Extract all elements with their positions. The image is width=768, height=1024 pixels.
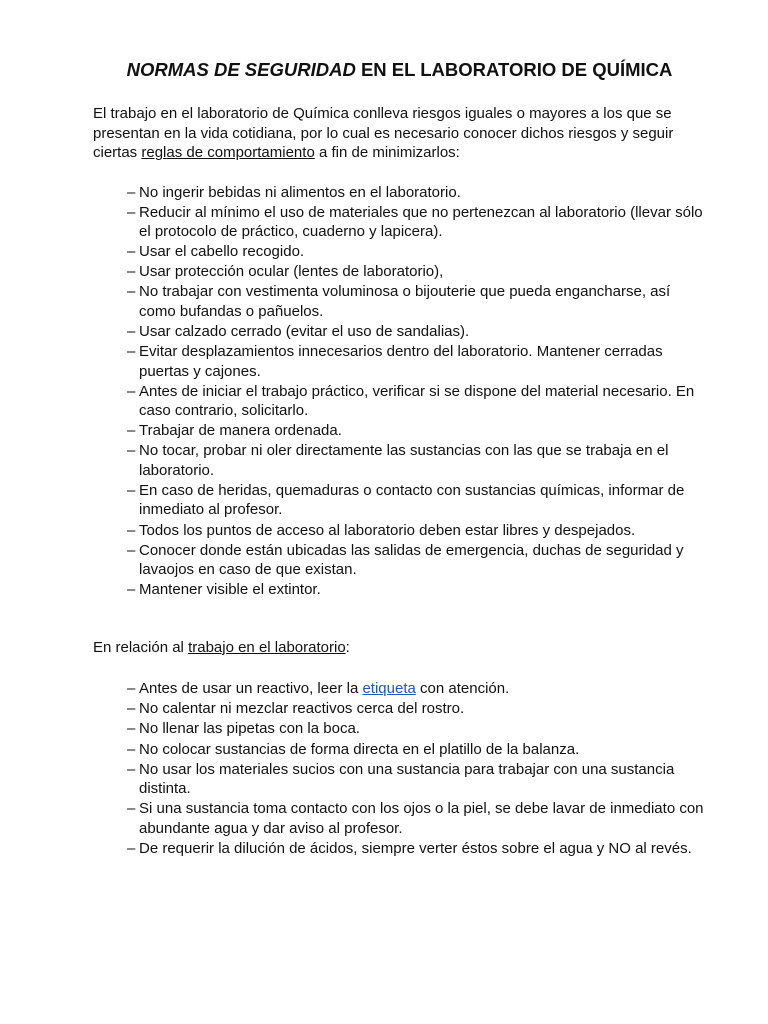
rule-text: Todos los puntos de acceso al laboratorio deben estar libres y despejados. [139,521,636,539]
rule-text: No llenar las pipetas con la boca. [139,720,360,738]
list-item [127,242,707,262]
dash-bullet: – [127,283,136,301]
list-item [127,521,707,541]
title-rest: EN EL LABORATORIO DE QUÍMICA [355,59,673,80]
rule-text: No tocar, probar ni oler directamente las sustancias con las que se trabaja en el laboratorio. [139,442,669,479]
dash-bullet: – [127,581,136,599]
list-item [127,541,707,580]
rule-text: Trabajar de manera ordenada. [139,422,342,440]
dash-bullet: – [127,442,136,460]
lab-work-rules-list [93,679,707,858]
list-item [127,760,707,799]
list-item [127,580,707,600]
rule-text-before: Antes de usar un reactivo, leer la [139,680,363,698]
rule-text: Evitar desplazamientos innecesarios dentro del laboratorio. Mantener cerradas puertas y cajones. [139,343,663,380]
list-item [127,740,707,760]
dash-bullet: – [127,243,136,261]
intro-text-after: a fin de minimizarlos: [314,144,460,161]
rule-text-after: con atención. [415,680,510,698]
page-title [93,58,708,82]
intro-paragraph [93,104,703,163]
rule-text: Usar el cabello recogido. [139,243,305,261]
list-item [127,183,707,203]
dash-bullet: – [127,800,136,818]
list-item [127,441,707,480]
dash-bullet: – [127,343,136,361]
rule-text: Conocer donde están ubicadas las salidas de emergencia, duchas de seguridad y lavaojos en caso de que existan. [139,541,684,579]
list-item [127,699,707,719]
dash-bullet: – [127,183,136,201]
list-item [127,203,707,242]
rule-text: Antes de iniciar el trabajo práctico, verificar si se dispone del material necesario. En caso contrario, solicitarlo. [139,382,695,420]
dash-bullet: – [127,481,136,499]
list-item [127,342,707,381]
rule-text: Usar protección ocular (lentes de laboratorio), [139,263,444,281]
rule-text: No colocar sustancias de forma directa en el platillo de la balanza. [139,740,580,758]
list-item [127,421,707,441]
rule-text: No ingerir bebidas ni alimentos en el laboratorio. [139,183,461,201]
list-item [127,481,707,520]
rule-text: Usar calzado cerrado (evitar el uso de sandalias). [139,322,470,340]
intro-underlined-text: reglas de comportamiento [141,144,315,161]
list-item [127,839,707,859]
dash-bullet: – [127,521,136,539]
list-item [127,322,707,342]
rule-text: En caso de heridas, quemaduras o contacto con sustancias químicas, informar de inmediato al profesor. [139,481,685,519]
list-item [127,262,707,282]
rule-text: Reducir al mínimo el uso de materiales que no pertenezcan al laboratorio (llevar sólo el protocolo de práctico, cuaderno y lapicera). [139,203,703,241]
section2-text-before: En relación al [93,638,189,656]
section2-text-after: : [345,638,350,656]
intro-text-before: El trabajo en el laboratorio de Química conlleva riesgos iguales o mayores a los que se presentan en la vida cotidiana, por lo cual es necesario conocer dichos riesgos y seguir ciertas [93,105,674,161]
list-item [127,799,707,838]
list-item [127,282,707,321]
rule-text: De requerir la dilución de ácidos, siempre verter éstos sobre el agua y NO al revés. [139,839,692,857]
rule-text: No usar los materiales sucios con una sustancia para trabajar con una sustancia distinta. [139,760,675,798]
dash-bullet: – [127,203,136,221]
dash-bullet: – [127,680,136,698]
rule-text: No trabajar con vestimenta voluminosa o bijouterie que pueda engancharse, así como bufandas o pañuelos. [139,283,671,320]
dash-bullet: – [127,720,136,738]
dash-bullet: – [127,760,136,778]
rule-text: Si una sustancia toma contacto con los ojos o la piel, se debe lavar de inmediato con abundante agua y dar aviso al profesor. [139,800,704,837]
dash-bullet: – [127,422,136,440]
dash-bullet: – [127,382,136,400]
dash-bullet: – [127,839,136,857]
rule-text: Mantener visible el extintor. [139,581,321,599]
dash-bullet: – [127,700,136,718]
etiqueta-link[interactable]: etiqueta [362,680,416,698]
section-heading-lab-work [93,638,708,658]
dash-bullet: – [127,740,136,758]
dash-bullet: – [127,263,136,281]
list-item [127,719,707,739]
section2-underlined-text: trabajo en el laboratorio [188,638,346,656]
safety-rules-list [93,183,707,600]
rule-text: No calentar ni mezclar reactivos cerca del rostro. [139,700,465,718]
list-item [127,679,707,699]
dash-bullet: – [127,322,136,340]
title-italic: NORMAS DE SEGURIDAD [126,59,356,80]
list-item [127,382,707,421]
dash-bullet: – [127,541,136,559]
